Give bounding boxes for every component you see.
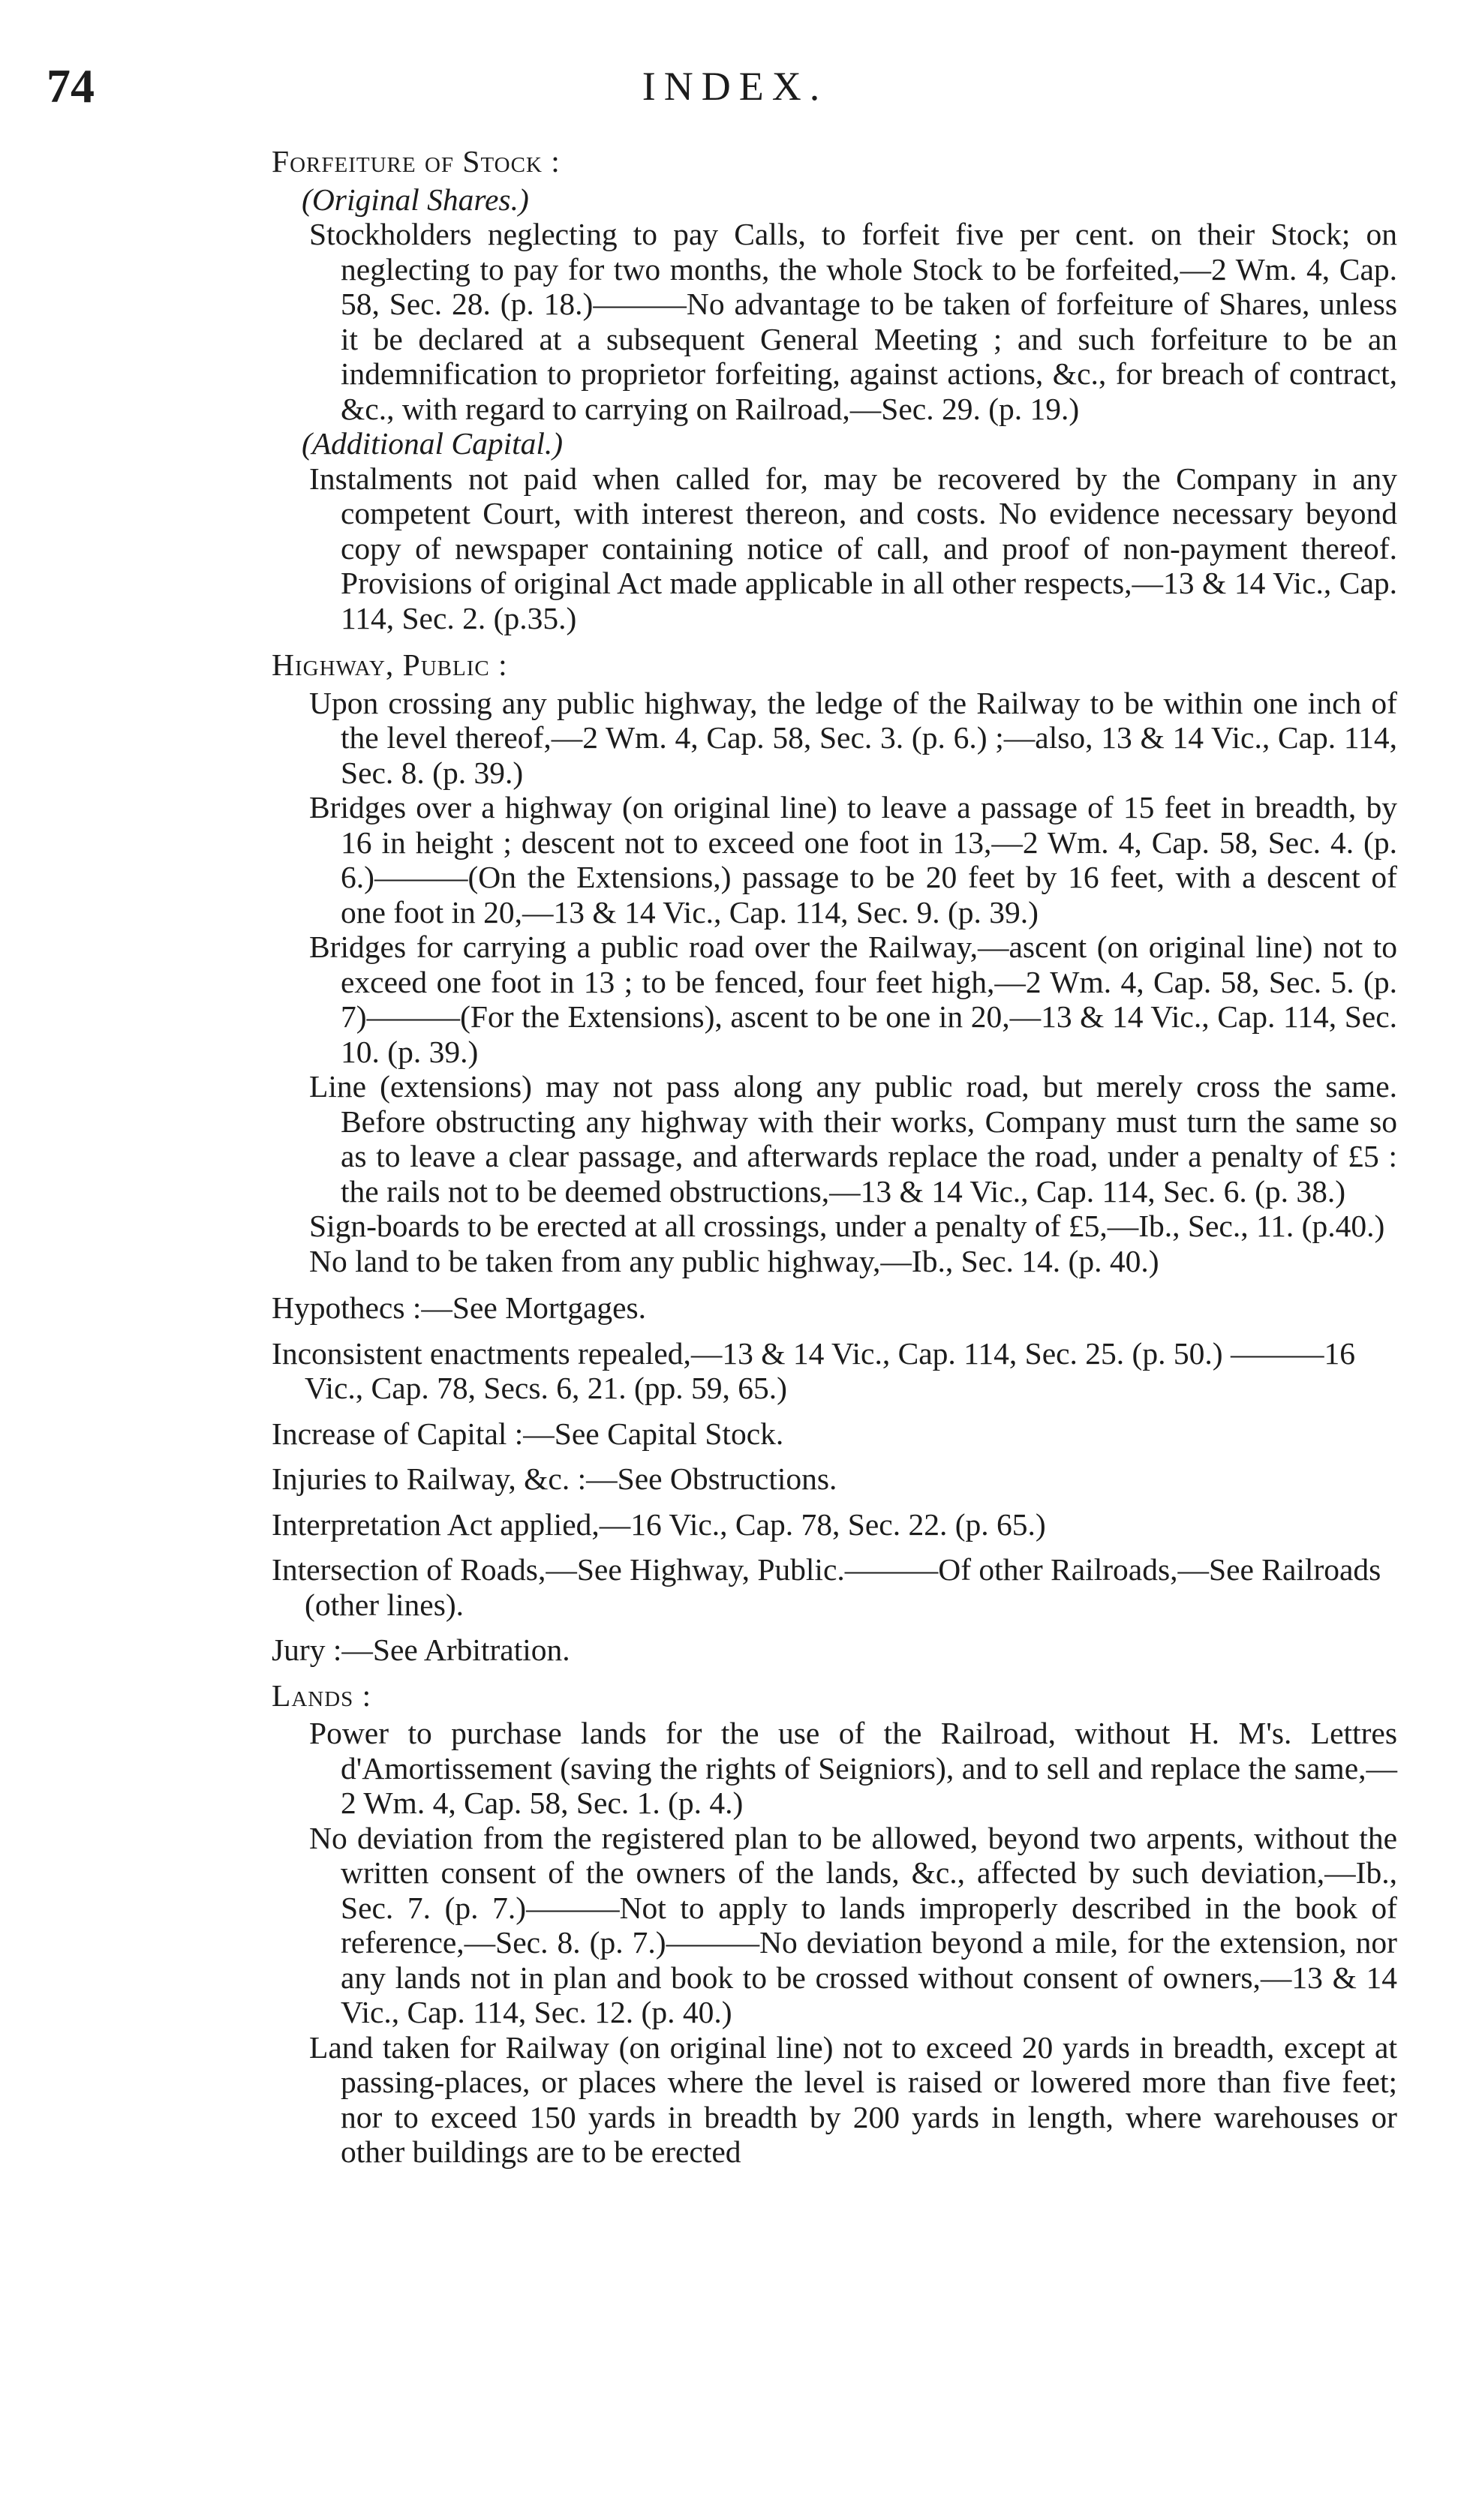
entry-lands-item: No deviation from the registered plan to be allowed, beyond two arpents, without the written consent of the owners of the lands, &c., affected by such deviation,—Ib., Sec. 7. (p. 7.)———Not to apply to lands improperly described in the book of reference,—Sec. 8. (p. 7.)———No deviation beyond a mile, for the extension, nor any lands not in plan and book to be crossed without consent of owners,—13 & 14 Vic., Cap. 114, Sec. 12. (p. 40.)	[309, 1820, 1397, 2029]
entry-forfeiture-item: Stockholders neglecting to pay Calls, to forfeit five per cent. on their Stock; on neglecting to pay for two months, the whole Stock to be forfeited,—2 Wm. 4, Cap. 58, Sec. 28. (p. 18.)———No advantage to be taken of forfeiture of Shares, unless it be declared at a subsequent General Meeting ; and such forfeiture to be an indemnification to proprietor forfeiting, against actions, &c., for breach of contract, &c., with regard to carrying on Railroad,—Sec. 29. (p. 19.)	[309, 217, 1397, 426]
running-head: INDEX.	[642, 64, 828, 109]
entry-injuries-to-railway: Injuries to Railway, &c. :—See Obstructions.	[272, 1461, 837, 1496]
entry-hypothecs: Hypothecs :—See Mortgages.	[272, 1290, 647, 1325]
entry-highway-heading: Highway, Public :	[272, 647, 508, 682]
entry-highway-item: Sign-boards to be erected at all crossings, under a penalty of £5,—Ib., Sec., 11. (p.40.)	[309, 1209, 1385, 1243]
entry-forfeiture-subhead-original: (Original Shares.)	[302, 182, 529, 217]
entry-forfeiture-heading: Forfeiture of Stock :	[272, 144, 561, 179]
entry-intersection-of-roads: Intersection of Roads,—See Highway, Public.———Of other Railroads,—See Railroads (other lines).	[272, 1552, 1381, 1622]
entry-highway-item: Upon crossing any public highway, the ledge of the Railway to be within one inch of the level thereof,—2 Wm. 4, Cap. 58, Sec. 3. (p. 6.) ;—also, 13 & 14 Vic., Cap. 114, Sec. 8. (p. 39.)	[309, 685, 1397, 790]
entry-forfeiture-subhead-additional: (Additional Capital.)	[302, 426, 564, 461]
entry-jury: Jury :—See Arbitration.	[272, 1632, 570, 1667]
entry-increase-of-capital: Increase of Capital :—See Capital Stock.	[272, 1416, 784, 1451]
entry-lands-item: Land taken for Railway (on original line) not to exceed 20 yards in breadth, except at passing-places, or places where the level is raised or lowered more than five feet; nor to exceed 150 yards in breadth by 200 yards in length, where warehouses or other buildings are to be erected	[309, 2029, 1397, 2169]
entry-highway-item: No land to be taken from any public highway,—Ib., Sec. 14. (p. 40.)	[309, 1243, 1159, 1278]
entry-interpretation-act: Interpretation Act applied,—16 Vic., Cap. 78, Sec. 22. (p. 65.)	[272, 1506, 1046, 1542]
entry-lands-heading: Lands :	[272, 1677, 372, 1713]
entry-inconsistent-enactments: Inconsistent enactments repealed,—13 & 14 Vic., Cap. 114, Sec. 25. (p. 50.) ———16 Vic., Cap. 78, Secs. 6, 21. (pp. 59, 65.)	[272, 1335, 1355, 1405]
entry-forfeiture-item: Instalments not paid when called for, may be recovered by the Company in any competent Court, with interest thereon, and costs. No evidence necessary beyond copy of newspaper containing notice of call, and proof of non-payment thereof. Provisions of original Act made applicable in all other respects,—13 & 14 Vic., Cap. 114, Sec. 2. (p.35.)	[309, 461, 1397, 635]
entry-lands-item: Power to purchase lands for the use of the Railroad, without H. M's. Lettres d'Amortissement (saving the rights of Seigniors), and to sell and replace the same,—2 Wm. 4, Cap. 58, Sec. 1. (p. 4.)	[309, 1716, 1397, 1820]
entry-highway-item: Bridges for carrying a public road over the Railway,—ascent (on original line) not to exceed one foot in 13 ; to be fenced, four feet high,—2 Wm. 4, Cap. 58, Sec. 5. (p. 7)———(For the Extensions), ascent to be one in 20,—13 & 14 Vic., Cap. 114, Sec. 10. (p. 39.)	[309, 930, 1397, 1069]
entry-highway-item: Line (extensions) may not pass along any public road, but merely cross the same. Before obstructing any highway with their works, Company must turn the same so as to leave a clear passage, and afterwards replace the road, under a penalty of £5 : the rails not to be deemed obstructions,—13 & 14 Vic., Cap. 114, Sec. 6. (p. 38.)	[309, 1069, 1397, 1209]
index-body	[272, 144, 1397, 2170]
page-number: 74	[47, 59, 95, 113]
entry-highway-item: Bridges over a highway (on original line) to leave a passage of 15 feet in breadth, by 16 in height ; descent not to exceed one foot in 13,—2 Wm. 4, Cap. 58, Sec. 4. (p. 6.)———(On the Extensions,) passage to be 20 feet by 16 feet, with a descent of one foot in 20,—13 & 14 Vic., Cap. 114, Sec. 9. (p. 39.)	[309, 790, 1397, 930]
